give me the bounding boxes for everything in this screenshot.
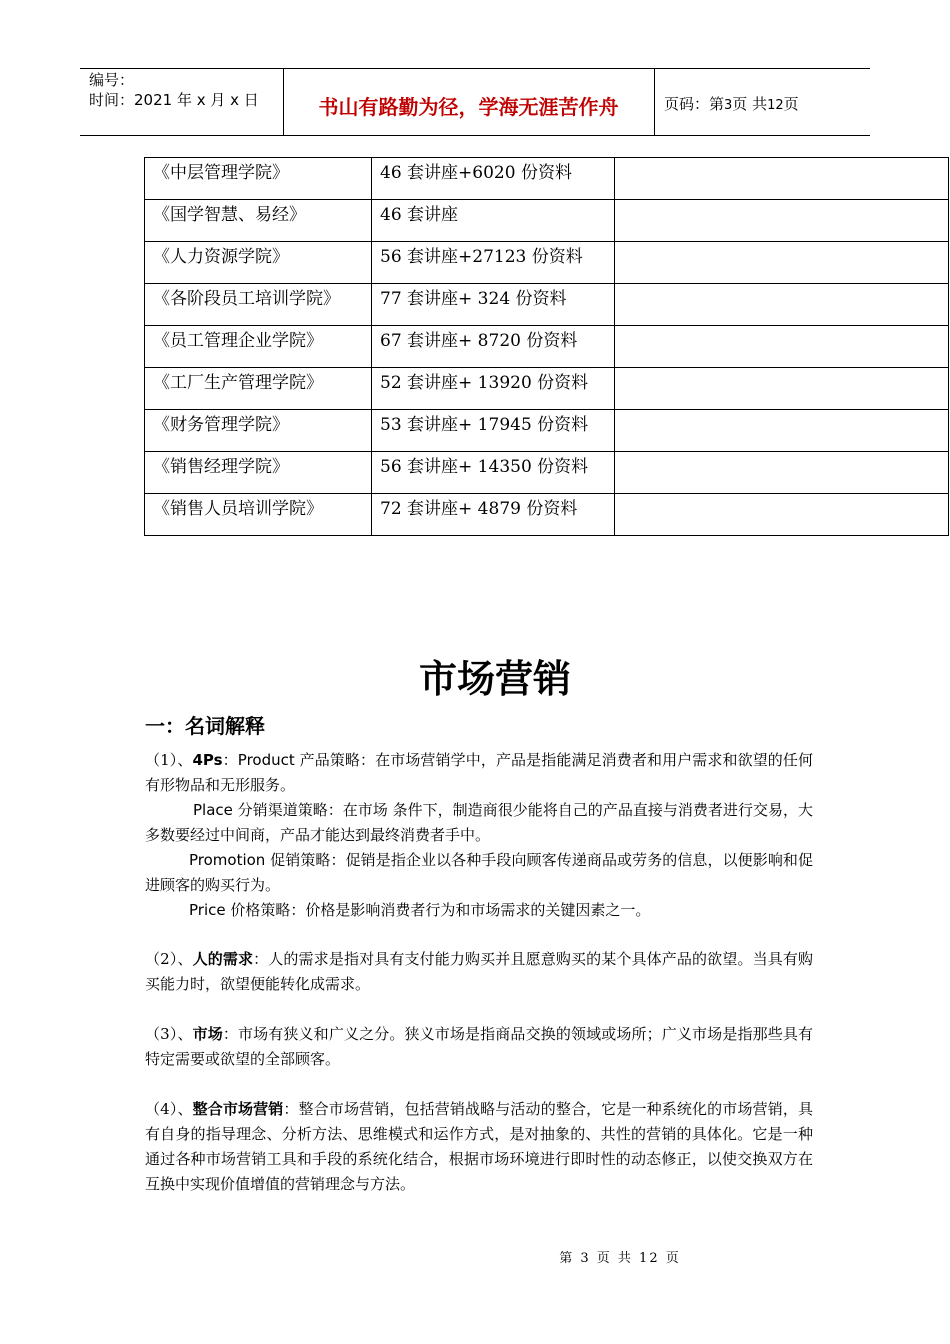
resource-table-body [145, 158, 949, 536]
header-page-info [664, 93, 799, 114]
resource-table [144, 157, 949, 536]
term-human-needs: 人的需求 [192, 950, 254, 968]
term-market: 市场 [192, 1025, 223, 1043]
paragraph-number: （1）、 [145, 751, 193, 769]
table-cell-extra [615, 284, 949, 326]
table-cell-name-text: 《国学智慧、易经》 [153, 205, 306, 225]
header-time: 时间：2021 年 x 月 x 日 [89, 91, 259, 109]
section-heading: 一：名词解释 [145, 714, 265, 738]
page-suffix: 页 [783, 95, 799, 113]
table-row [145, 494, 949, 536]
paragraph-text: ：Product 产品策略：在市场营销学中，产品是指能满足消费者和用户需求和欲望的任何有形物品和无形服务。 [145, 751, 814, 794]
table-cell-name-text: 《财务管理学院》 [153, 415, 289, 435]
table-cell-name-text: 《各阶段员工培训学院》 [153, 289, 340, 309]
table-cell-content-text: 53 套讲座+ 17945 份资料 [380, 415, 589, 435]
paragraph-1-promotion [145, 848, 813, 898]
header-bottom-rule [80, 135, 870, 136]
table-cell-name-text: 《销售经理学院》 [153, 457, 289, 477]
page-current: 3 [724, 98, 733, 113]
paragraph-3 [145, 1022, 813, 1072]
paragraph-text: Place 分销渠道策略：在市场 条件下，制造商很少能将自己的产品直接与消费者进行交易，大多数要经过中间商，产品才能达到最终消费者手中。 [145, 801, 813, 844]
table-cell-content-text: 46 套讲座+6020 份资料 [380, 163, 572, 183]
header-top-rule [80, 68, 870, 69]
table-cell-content-text: 46 套讲座 [380, 205, 459, 225]
page-title: 市场营销 [418, 656, 571, 701]
table-cell-content-text: 56 套讲座+ 14350 份资料 [380, 457, 589, 477]
paragraph-number: （2）、 [145, 950, 193, 968]
table-cell-extra [615, 200, 949, 242]
term-4ps: 4Ps [192, 751, 223, 769]
table-cell-name-text: 《销售人员培训学院》 [153, 499, 323, 519]
table-cell-name-text: 《中层管理学院》 [153, 163, 289, 183]
table-cell-extra [615, 410, 949, 452]
table-cell-content-text: 67 套讲座+ 8720 份资料 [380, 331, 578, 351]
paragraph-1-price [145, 898, 813, 923]
paragraph-1 [145, 748, 813, 798]
table-cell-extra [615, 326, 949, 368]
paragraph-2 [145, 947, 813, 997]
paragraph-4 [145, 1097, 813, 1197]
table-cell-extra [615, 494, 949, 536]
table-cell-name [145, 494, 372, 536]
page-mid: 页 共 [732, 95, 768, 113]
paragraph-text: Promotion 促销策略：促销是指企业以各种手段向顾客传递商品或劳务的信息，以便影响和促进顾客的购买行为。 [145, 851, 813, 894]
table-cell-name-text: 《人力资源学院》 [153, 247, 289, 267]
page-footer: 第 3 页 共 12 页 [559, 1251, 681, 1266]
paragraph-text: ：整合市场营销，包括营销战略与活动的整合，它是一种系统化的市场营销，具有自身的指导理念、分析方法、思维模式和运作方式，是对抽象的、共性的营销的具体化。它是一种通过各种市场营销工具和手段的系统化结合，根据市场环境进行即时性的动态修正，以使交换双方在互换中实现价值增值的营销理念与方法。 [145, 1100, 813, 1193]
table-cell-extra [615, 368, 949, 410]
header-number: 编号： [89, 71, 135, 89]
paragraph-text: ：市场有狭义和广义之分。狭义市场是指商品交换的领域或场所；广义市场是指那些具有特定需要或欲望的全部顾客。 [145, 1025, 813, 1068]
paragraph-number: （4）、 [145, 1100, 193, 1118]
table-cell-extra [615, 158, 949, 200]
page-prefix: 页码：第 [664, 95, 725, 113]
table-cell-extra [615, 452, 949, 494]
header-motto: 书山有路勤为径，学海无涯苦作舟 [318, 95, 619, 119]
paragraph-text: Price 价格策略：价格是影响消费者行为和市场需求的关键因素之一。 [189, 901, 651, 919]
table-cell-name-text: 《员工管理企业学院》 [153, 331, 323, 351]
header-meta [89, 70, 259, 110]
table-cell-extra [615, 242, 949, 284]
term-integrated-marketing: 整合市场营销 [192, 1100, 284, 1118]
paragraph-text: ：人的需求是指对具有支付能力购买并且愿意购买的某个具体产品的欲望。当具有购买能力时，欲望便能转化成需求。 [145, 950, 813, 993]
page-total: 12 [767, 98, 784, 113]
table-cell-name-text: 《工厂生产管理学院》 [153, 373, 323, 393]
paragraph-1-place [145, 798, 813, 848]
table-cell-content-text: 77 套讲座+ 324 份资料 [380, 289, 567, 309]
paragraph-number: （3）、 [145, 1025, 193, 1043]
table-cell-content [372, 494, 615, 536]
table-cell-content-text: 72 套讲座+ 4879 份资料 [380, 499, 578, 519]
header-divider-2 [654, 68, 655, 135]
table-cell-content-text: 56 套讲座+27123 份资料 [380, 247, 583, 267]
table-cell-content-text: 52 套讲座+ 13920 份资料 [380, 373, 589, 393]
